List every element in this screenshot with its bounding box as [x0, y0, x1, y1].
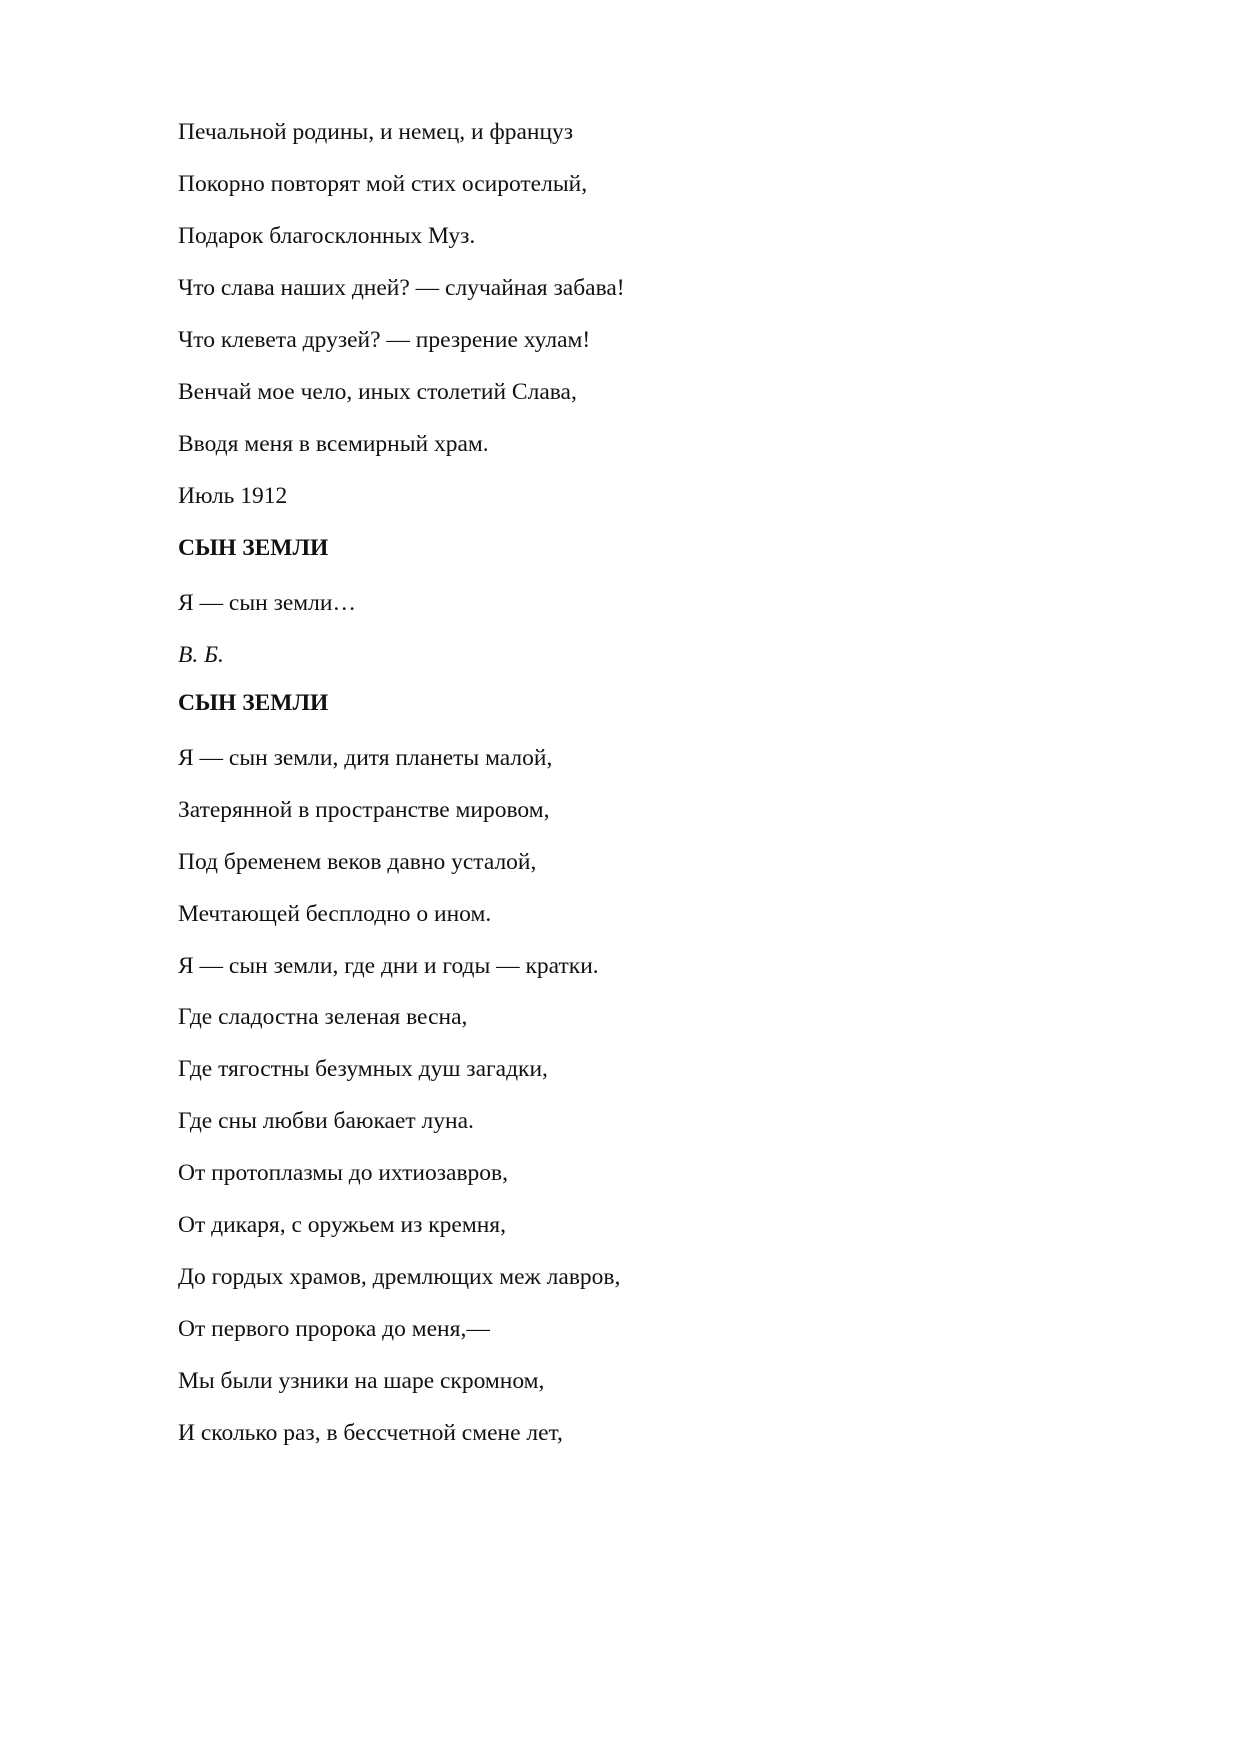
verse-line: Покорно повторят мой стих осиротелый,: [178, 171, 588, 197]
verse-line: От дикаря, с оружьем из кремня,: [178, 1212, 506, 1238]
verse-line: Венчай мое чело, иных столетий Слава,: [178, 379, 577, 405]
verse-line: Вводя меня в всемирный храм.: [178, 431, 489, 457]
epigraph-author: В. Б.: [178, 642, 224, 668]
verse-line: Я — сын земли, где дни и годы — кратки.: [178, 953, 599, 979]
epigraph: Я — сын земли…: [178, 590, 356, 616]
poem-subtitle: СЫН ЗЕМЛИ: [178, 690, 329, 716]
poem-title: СЫН ЗЕМЛИ: [178, 535, 329, 561]
verse-line: Я — сын земли, дитя планеты малой,: [178, 745, 553, 771]
verse-line: Печальной родины, и немец, и француз: [178, 119, 574, 145]
verse-line: Затерянной в пространстве мировом,: [178, 797, 550, 823]
verse-line: Где тягостны безумных душ загадки,: [178, 1056, 548, 1082]
verse-line: Под бременем веков давно усталой,: [178, 849, 537, 875]
verse-line: Где сладостна зеленая весна,: [178, 1004, 468, 1030]
verse-line: От протоплазмы до ихтиозавров,: [178, 1160, 509, 1186]
verse-line: Мы были узники на шаре скромном,: [178, 1368, 545, 1394]
verse-line: Где сны любви баюкает луна.: [178, 1108, 474, 1134]
verse-line: Что слава наших дней? — случайная забава!: [178, 275, 625, 301]
verse-line: Что клевета друзей? — презрение хулам!: [178, 327, 591, 353]
verse-line: До гордых храмов, дремлющих меж лавров,: [178, 1264, 621, 1290]
verse-line: Мечтающей бесплодно о ином.: [178, 901, 492, 927]
poem-date: Июль 1912: [178, 483, 288, 509]
verse-line: И сколько раз, в бессчетной смене лет,: [178, 1420, 563, 1446]
verse-line: От первого пророка до меня,—: [178, 1316, 490, 1342]
verse-line: Подарок благосклонных Муз.: [178, 223, 476, 249]
